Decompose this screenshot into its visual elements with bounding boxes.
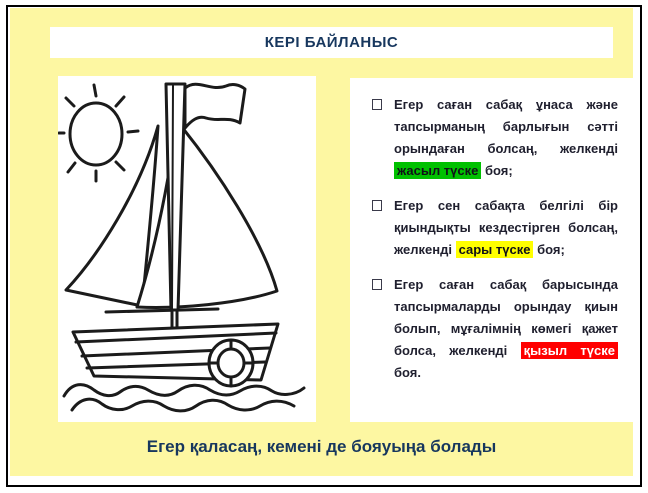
highlight-red: қызыл түске [521, 342, 618, 359]
sailboat-illustration [58, 76, 316, 422]
waves [64, 385, 304, 411]
bottom-caption: Егер қаласаң, кемені де бояуыңа болады [146, 437, 497, 456]
lifebuoy-icon [209, 340, 253, 386]
bullet-post-text: боя. [394, 365, 421, 380]
bullet-pre-text: Егер саған сабақ ұнаса және тапсырманың барлығын сәтті орындаған болсаң, желкенді [394, 97, 618, 156]
bullet-post-text: боя; [533, 242, 565, 257]
bullet-text [394, 195, 618, 261]
boom [106, 309, 218, 312]
bullet-post-text: боя; [481, 163, 513, 178]
bullet-pre-text: Егер сен сабақта белгілі бір қиындықты кездестірген болсаң, желкенді [394, 198, 618, 257]
list-item [370, 94, 618, 182]
title-banner [50, 27, 613, 58]
highlight-green: жасыл түске [394, 162, 481, 179]
bullet-text [394, 274, 618, 384]
checkbox-bullet-icon [372, 200, 382, 211]
bullet-pre-text: Егер саған сабақ барысында тапсырмаларды орындау қиын болып, мұғалімнің көмегі қажет болса, желкенді [394, 277, 618, 358]
bullet-text [394, 94, 618, 182]
checkbox-bullet-icon [372, 99, 382, 110]
list-item [370, 195, 618, 261]
list-item [370, 274, 618, 384]
checkbox-bullet-icon [372, 279, 382, 290]
highlight-yellow: сары түске [456, 241, 534, 258]
feedback-instructions-panel [350, 78, 634, 422]
flag-icon [185, 84, 245, 128]
page-title: КЕРІ БАЙЛАНЫС [264, 34, 399, 51]
main-sail [137, 121, 277, 307]
sun-icon [59, 85, 138, 181]
